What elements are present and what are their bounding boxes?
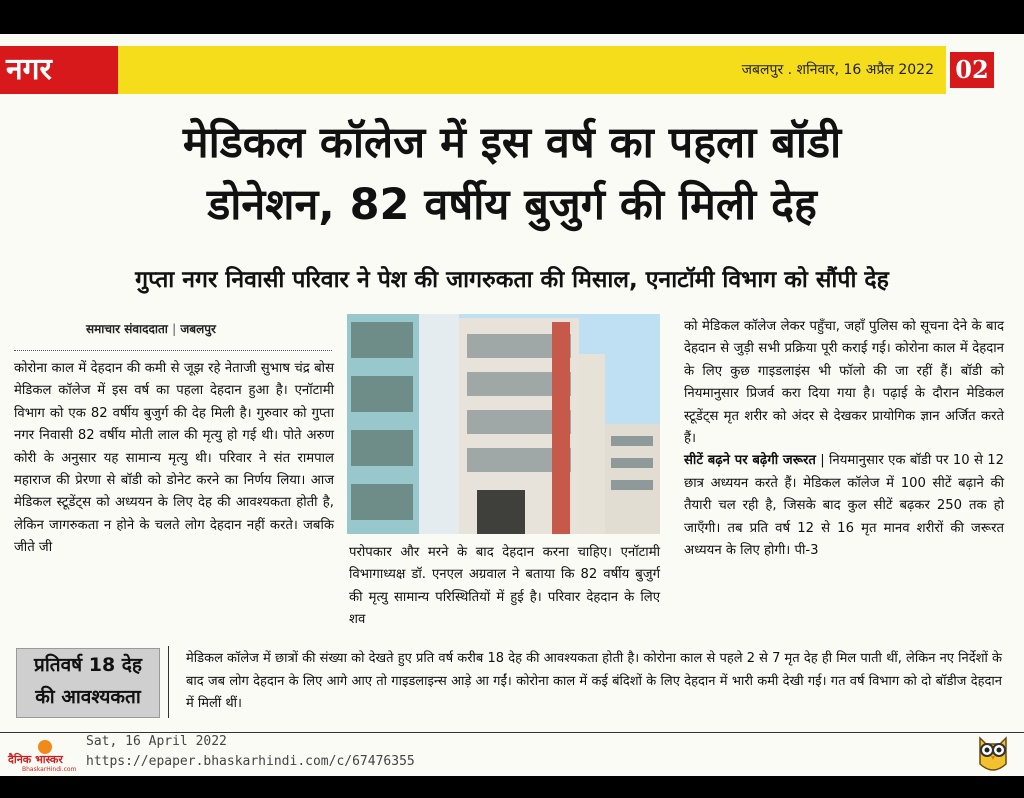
dainik-bhaskar-logo — [8, 740, 84, 772]
box-text: मेडिकल कॉलेज में छात्रों की संख्या को देखते हुए प्रति वर्ष करीब 18 देह की आवश्यकता होती है। कोरोना काल से पहले 2 से 7 मृत देह ही मिल पाती थीं, लेकिन नए निर्देशों के बाद जब लोग देहदान के लिए आगे आए तो गाइडलाइन्स आड़े आ गईं। कोरोना काल में कई बंदिशों के लिए देहदान में भारी कमी देखी गई। गत वर्ष विभाग को दो बॉडीज देहदान में मिलीं थीं। — [186, 651, 1002, 711]
building-illustration — [347, 314, 660, 534]
box-divider — [168, 646, 169, 718]
logo-subtext: BhaskarHindi.com — [22, 766, 77, 773]
newspaper-page — [0, 34, 1024, 776]
footer-url[interactable]: https://epaper.bhaskarhindi.com/c/67476355 — [86, 754, 415, 769]
column-3-section — [684, 450, 1004, 562]
byline — [86, 320, 216, 337]
logo-text: दैनिक भास्कर — [8, 753, 63, 766]
headline-line-2: डोनेशन, 82 वर्षीय बुजुर्ग की मिली देह — [207, 180, 817, 230]
footer — [0, 734, 1024, 776]
byline-separator: | — [172, 322, 177, 336]
headline-line-1: मेडिकल कॉलेज में इस वर्ष का पहला बॉडी — [182, 118, 842, 168]
owl-icon — [976, 730, 1010, 774]
article-column-3 — [684, 316, 1004, 562]
article-column-1 — [14, 358, 334, 560]
byline-name: समाचार संवाददाता — [86, 322, 168, 336]
box-title-line-2: की आवश्यकता — [35, 686, 141, 708]
dateline: जबलपुर . शनिवार, 16 अप्रैल 2022 — [741, 62, 934, 78]
section-text: | नियमानुसार एक बॉडी पर 10 से 12 छात्र अध्ययन करते हैं। मेडिकल कॉलेज में 100 सीटें बढ़ाने की तैयारी चल रही है, जिसके बाद कुल सीटें बढ़कर 250 तक हो जाएँगी। तब प्रति वर्ष 12 से 16 मृत मानव शरीरों की जरूरत अध्ययन के लिए होगी। पी-3 — [684, 453, 1004, 559]
column-2-text: परोपकार और मरने के बाद देहदान करना चाहिए। एनॉटामी विभागाध्यक्ष डॉ. एनएल अग्रवाल ने बताया कि 82 वर्षीय बुजुर्ग की मृत्यु सामान्य परिस्थितियों में हुई है। परिवार देहदान के लिए शव — [349, 545, 660, 628]
footer-rule — [0, 732, 1024, 733]
masthead — [0, 46, 1024, 94]
byline-rule — [14, 350, 332, 351]
article-column-2 — [349, 542, 660, 632]
headline — [10, 112, 1014, 236]
footer-date: Sat, 16 April 2022 — [86, 734, 227, 749]
column-1-text: कोरोना काल में देहदान की कमी से जूझ रहे नेताजी सुभाष चंद्र बोस मेडिकल कॉलेज में इस वर्ष का पहला देहदान हुआ है। एनॉटामी विभाग को एक 82 वर्षीय बुजुर्ग की देह मिली है। गुरुवार को गुप्ता नगर निवासी 82 वर्षीय मोती लाल की मृत्यु हो गई थी। पोते अरुण कोरी के अनुसार यह सामान्य मृत्यु थी। परिवार ने संत रामपाल महाराज की प्रेरणा से बॉडी को डोनेट करने का निर्णय लिया। आज मेडिकल स्टूडेंट्स को अध्ययन के लिए देह की आवश्यकता होती है, लेकिन जागरुकता न होने के चलते लोग देहदान नहीं करते। जबकि जीते जी — [14, 361, 334, 556]
box-title-line-1: प्रतिवर्ष 18 देह — [34, 654, 142, 676]
byline-place: जबलपुर — [180, 322, 216, 336]
section-lead: सीटें बढ़ने पर बढ़ेगी जरूरत — [684, 453, 816, 469]
column-3-text: को मेडिकल कॉलेज लेकर पहुँचा, जहाँ पुलिस को सूचना देने के बाद देहदान से जुड़ी सभी प्रक्रिया पूरी कराई गई। कोरोना काल में देहदान के लिए कुछ गाइडलाइंस भी फॉलो की जा रहीं हैं। बॉडी को नियमानुसार प्रिजर्व करा दिया गया है। पढ़ाई के दौरान मेडिकल स्टूडेंट्स मृत शरीर को अंदर से देखकर प्रायोगिक ज्ञान अर्जित करते हैं। — [684, 319, 1004, 447]
subheadline: गुप्ता नगर निवासी परिवार ने पेश की जागरुकता की मिसाल, एनाटॉमी विभाग को सौंपी देह — [135, 267, 889, 293]
box-title — [16, 648, 160, 718]
section-label: नगर — [0, 46, 118, 94]
college-building-photo — [347, 314, 660, 534]
page-number: 02 — [950, 52, 994, 88]
